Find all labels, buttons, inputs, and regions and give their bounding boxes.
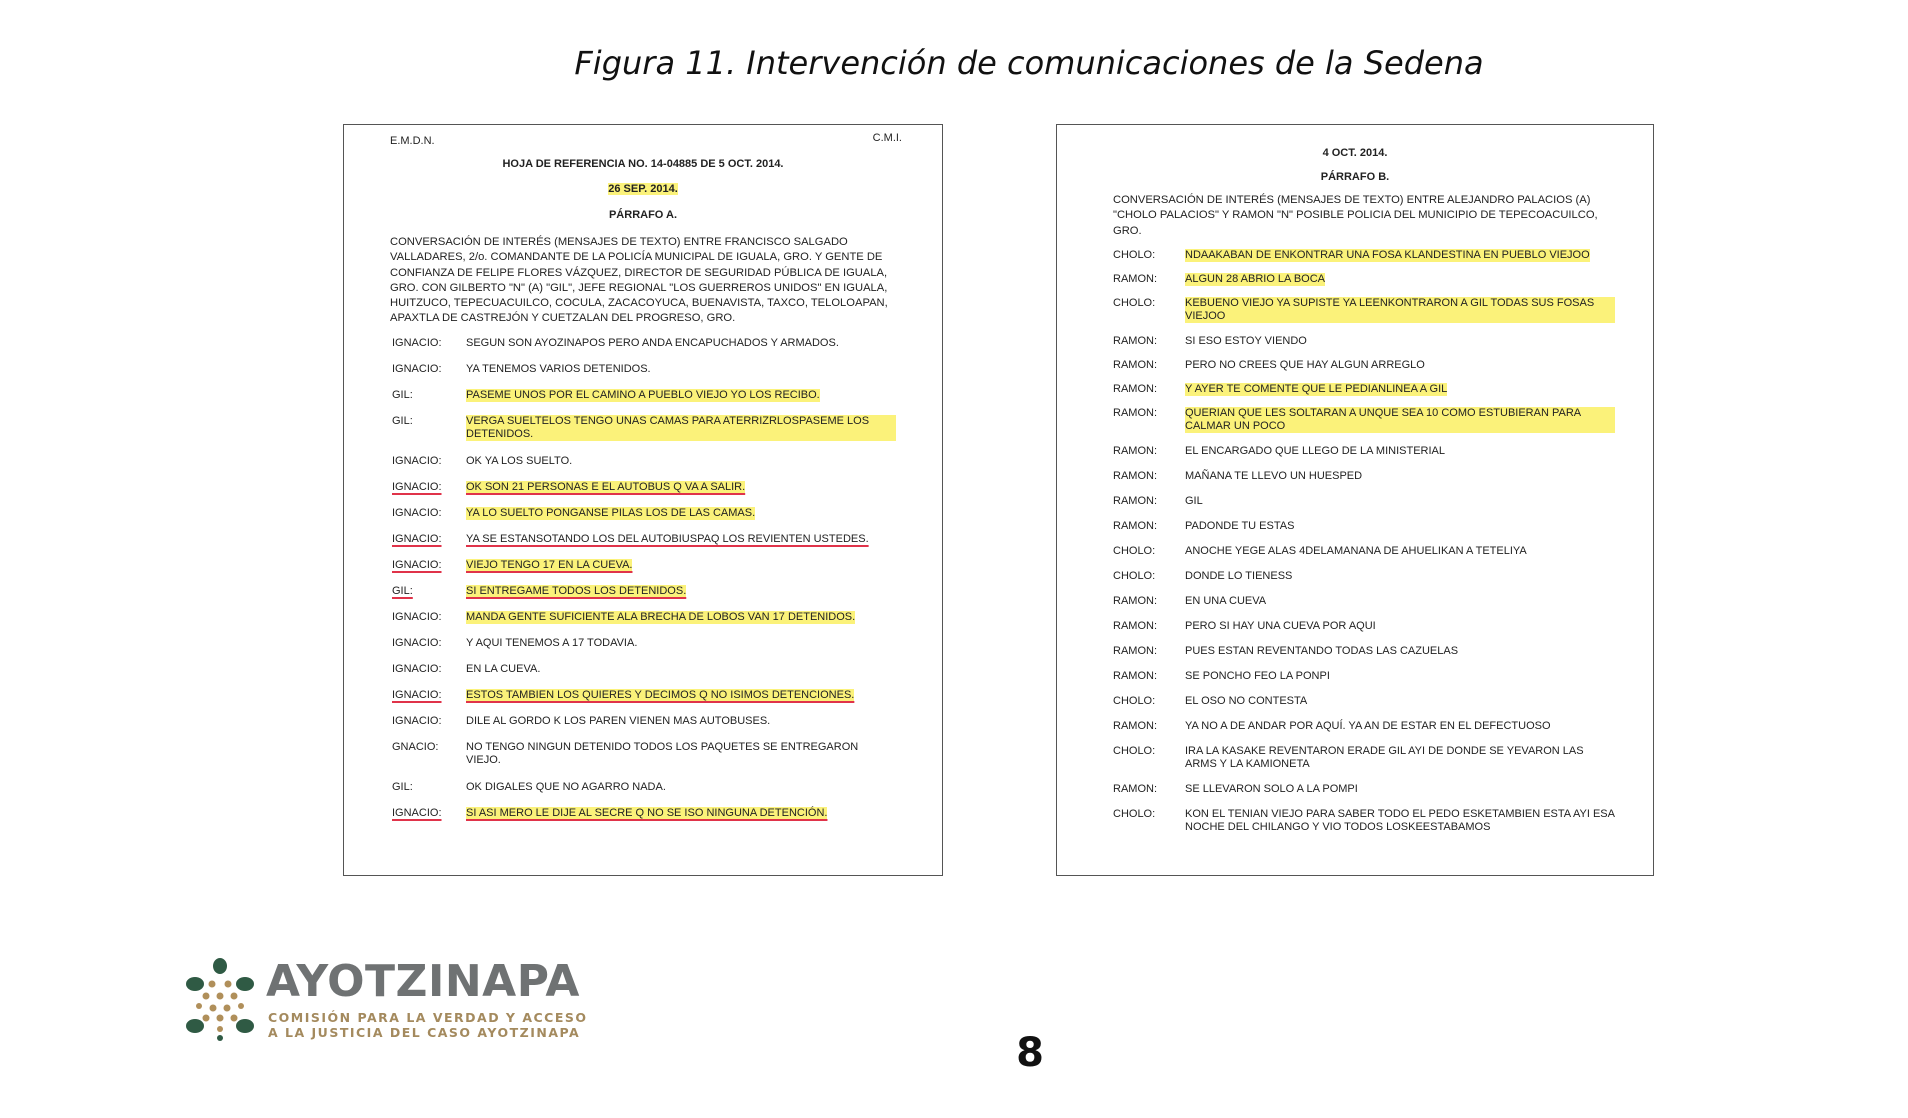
intro-paragraph xyxy=(390,235,914,327)
speaker: RAMON: xyxy=(1113,359,1157,371)
header-right: C.M.I. xyxy=(872,132,902,144)
message: MANDA GENTE SUFICIENTE ALA BRECHA DE LOBOS VAN 17 DETENIDOS. xyxy=(466,611,856,623)
message: NDAAKABAN DE ENKONTRAR UNA FOSA KLANDESTINA EN PUEBLO VIEJOO xyxy=(1185,249,1590,261)
speaker: CHOLO: xyxy=(1113,249,1156,261)
intro-line: GRO. CON GILBERTO "N" (A) "GIL", JEFE REGIONAL "LOS GUERREROS UNIDOS" EN IGUALA, xyxy=(390,281,888,294)
message: PASEME UNOS POR EL CAMINO A PUEBLO VIEJO YO LOS RECIBO. xyxy=(466,389,820,401)
message: SI ENTREGAME TODOS LOS DETENIDOS. xyxy=(466,585,687,597)
speaker: CHOLO: xyxy=(1113,745,1156,757)
intro-line: VALLADARES, 2/o. COMANDANTE DE LA POLICÍA MUNICIPAL DE IGUALA, GRO. Y GENTE DE xyxy=(390,251,883,264)
message: OK YA LOS SUELTO. xyxy=(466,455,573,467)
message: NO TENGO NINGUN DETENIDO TODOS LOS PAQUETES SE ENTREGARON VIEJO. xyxy=(466,741,859,766)
speaker: CHOLO: xyxy=(1113,570,1156,582)
speaker: RAMON: xyxy=(1113,335,1157,347)
message: PUES ESTAN REVENTANDO TODAS LAS CAZUELAS xyxy=(1185,645,1459,657)
logo-subtitle-line: A LA JUSTICIA DEL CASO AYOTZINAPA xyxy=(268,1025,581,1040)
speaker: GIL: xyxy=(392,585,413,597)
speaker: RAMON: xyxy=(1113,720,1157,732)
message: SI ESO ESTOY VIENDO xyxy=(1185,335,1307,347)
speaker: RAMON: xyxy=(1113,783,1157,795)
speaker: RAMON: xyxy=(1113,645,1157,657)
speaker: IGNACIO: xyxy=(392,807,442,819)
speaker: IGNACIO: xyxy=(392,715,442,727)
speaker: RAMON: xyxy=(1113,495,1157,507)
speaker: IGNACIO: xyxy=(392,481,442,493)
intro-line: CONVERSACIÓN DE INTERÉS (MENSAJES DE TEXTO) ENTRE ALEJANDRO PALACIOS (A) xyxy=(1113,194,1591,206)
speaker: CHOLO: xyxy=(1113,297,1156,309)
paragraph-label: PÁRRAFO A. xyxy=(608,209,678,221)
speaker: IGNACIO: xyxy=(392,689,442,701)
turtle-dots-icon xyxy=(184,954,256,1044)
speaker: IGNACIO: xyxy=(392,611,442,623)
message: ANOCHE YEGE ALAS 4DELAMANANA DE AHUELIKAN A TETELIYA xyxy=(1185,545,1527,557)
intro-line: GRO. xyxy=(1113,224,1142,237)
speaker: IGNACIO: xyxy=(392,507,442,519)
message: KEBUENO VIEJO YA SUPISTE YA LEENKONTRARON A GIL TODAS SUS FOSAS VIEJOO xyxy=(1185,297,1615,323)
intro-line: APAXTLA DE CASTREJÓN Y CUETZALAN DEL PROGRESO, GRO. xyxy=(390,312,736,325)
ayotzinapa-logo xyxy=(184,954,594,1044)
speaker: GIL: xyxy=(392,415,413,427)
message: DONDE LO TIENESS xyxy=(1185,570,1293,582)
message: EN UNA CUEVA xyxy=(1185,595,1267,607)
speaker: IGNACIO: xyxy=(392,337,442,349)
message: MAÑANA TE LLEVO UN HUESPED xyxy=(1185,470,1363,482)
message: SE LLEVARON SOLO A LA POMPI xyxy=(1185,783,1358,795)
speaker: IGNACIO: xyxy=(392,533,442,545)
paragraph-label: PÁRRAFO B. xyxy=(1320,171,1390,183)
message: ALGUN 28 ABRIO LA BOCA xyxy=(1185,273,1326,285)
speaker: GNACIO: xyxy=(392,741,439,753)
speaker: RAMON: xyxy=(1113,445,1157,457)
speaker: RAMON: xyxy=(1113,383,1157,395)
message: EL ENCARGADO QUE LLEGO DE LA MINISTERIAL xyxy=(1185,445,1445,457)
speaker: RAMON: xyxy=(1113,670,1157,682)
message: GIL xyxy=(1185,495,1203,507)
speaker: GIL: xyxy=(392,389,413,401)
page-number: 8 xyxy=(1016,1030,1044,1076)
speaker: RAMON: xyxy=(1113,595,1157,607)
speaker: CHOLO: xyxy=(1113,808,1156,820)
message: EN LA CUEVA. xyxy=(466,663,541,675)
message: YA LO SUELTO PONGANSE PILAS LOS DE LAS CAMAS. xyxy=(466,507,756,519)
intro-line: CONVERSACIÓN DE INTERÉS (MENSAJES DE TEXTO) ENTRE FRANCISCO SALGADO xyxy=(390,236,848,248)
message: SEGUN SON AYOZINAPOS PERO ANDA ENCAPUCHADOS Y ARMADOS. xyxy=(466,337,839,349)
intro-line: CONFIANZA DE FELIPE FLORES VÁZQUEZ, DIRECTOR DE SEGURIDAD PÚBLICA DE IGUALA, xyxy=(390,266,888,279)
message: OK DIGALES QUE NO AGARRO NADA. xyxy=(466,781,666,793)
speaker: IGNACIO: xyxy=(392,663,442,675)
speaker: IGNACIO: xyxy=(392,455,442,467)
message: PADONDE TU ESTAS xyxy=(1185,520,1295,532)
logo-subtitle-line: COMISIÓN PARA LA VERDAD Y ACCESO xyxy=(268,1010,588,1025)
message: IRA LA KASAKE REVENTARON ERADE GIL AYI DE DONDE SE YEVARON LAS ARMS Y LA KAMIONETA xyxy=(1185,745,1584,770)
message: PERO NO CREES QUE HAY ALGUN ARREGLO xyxy=(1185,359,1425,371)
message: SE PONCHO FEO LA PONPI xyxy=(1185,670,1330,682)
message: ESTOS TAMBIEN LOS QUIERES Y DECIMOS Q NO ISIMOS DETENCIONES. xyxy=(466,689,855,701)
message: QUERIAN QUE LES SOLTARAN A UNQUE SEA 10 COMO ESTUBIERAN PARA CALMAR UN POCO xyxy=(1185,407,1615,433)
message: SI ASI MERO LE DIJE AL SECRE Q NO SE ISO NINGUNA DETENCIÓN. xyxy=(466,807,828,819)
message: YA NO A DE ANDAR POR AQUÍ. YA AN DE ESTAR EN EL DEFECTUOSO xyxy=(1185,720,1551,732)
logo-subtitle xyxy=(268,1010,588,1040)
document-left xyxy=(343,124,943,876)
message: KON EL TENIAN VIEJO PARA SABER TODO EL PEDO ESKETAMBIEN ESTA AYI ESA NOCHE DEL CHILANGO Y VIO TODOS LOSKEESTABAMOS xyxy=(1185,808,1615,833)
message: Y AYER TE COMENTE QUE LE PEDIANLINEA A GIL xyxy=(1185,383,1448,395)
message: Y AQUI TENEMOS A 17 TODAVIA. xyxy=(466,637,638,649)
intro-paragraph xyxy=(1113,193,1611,239)
speaker: GIL: xyxy=(392,781,413,793)
speaker: IGNACIO: xyxy=(392,637,442,649)
message: EL OSO NO CONTESTA xyxy=(1185,695,1308,707)
speaker: CHOLO: xyxy=(1113,545,1156,557)
date-line xyxy=(344,183,942,195)
intro-line: "CHOLO PALACIOS" Y RAMON "N" POSIBLE POLICIA DEL MUNICIPIO DE TEPECOACUILCO, xyxy=(1113,209,1598,222)
speaker: RAMON: xyxy=(1113,620,1157,632)
speaker: IGNACIO: xyxy=(392,559,442,571)
message: PERO SI HAY UNA CUEVA POR AQUI xyxy=(1185,620,1376,632)
document-right xyxy=(1056,124,1654,876)
logo-name: AYOTZINAPA xyxy=(266,956,580,1007)
speaker: RAMON: xyxy=(1113,470,1157,482)
message: VIEJO TENGO 17 EN LA CUEVA. xyxy=(466,559,633,571)
speaker: RAMON: xyxy=(1113,273,1157,285)
speaker: CHOLO: xyxy=(1113,695,1156,707)
date-text: 26 SEP. 2014. xyxy=(608,183,678,195)
speaker: IGNACIO: xyxy=(392,363,442,375)
speaker: RAMON: xyxy=(1113,407,1157,419)
date-line: 4 OCT. 2014. xyxy=(1322,147,1388,159)
intro-line: HUITZUCO, TEPECUACUILCO, COCULA, ZACACOYUCA, BUENAVISTA, TAXCO, TELOLOAPAN, xyxy=(390,297,888,310)
reference-line: HOJA DE REFERENCIA NO. 14-04885 DE 5 OCT. 2014. xyxy=(502,158,784,170)
header-left: E.M.D.N. xyxy=(390,135,435,147)
speaker: RAMON: xyxy=(1113,520,1157,532)
message: VERGA SUELTELOS TENGO UNAS CAMAS PARA ATERRIZRLOSPASEME LOS DETENIDOS. xyxy=(466,415,896,441)
message: YA SE ESTANSOTANDO LOS DEL AUTOBIUSPAQ LOS REVIENTEN USTEDES. xyxy=(466,533,869,545)
message: YA TENEMOS VARIOS DETENIDOS. xyxy=(466,363,651,375)
message: DILE AL GORDO K LOS PAREN VIENEN MAS AUTOBUSES. xyxy=(466,715,771,727)
figure-title: Figura 11. Intervención de comunicaciones de la Sedena xyxy=(574,44,1484,82)
message: OK SON 21 PERSONAS E EL AUTOBUS Q VA A SALIR. xyxy=(466,481,746,493)
